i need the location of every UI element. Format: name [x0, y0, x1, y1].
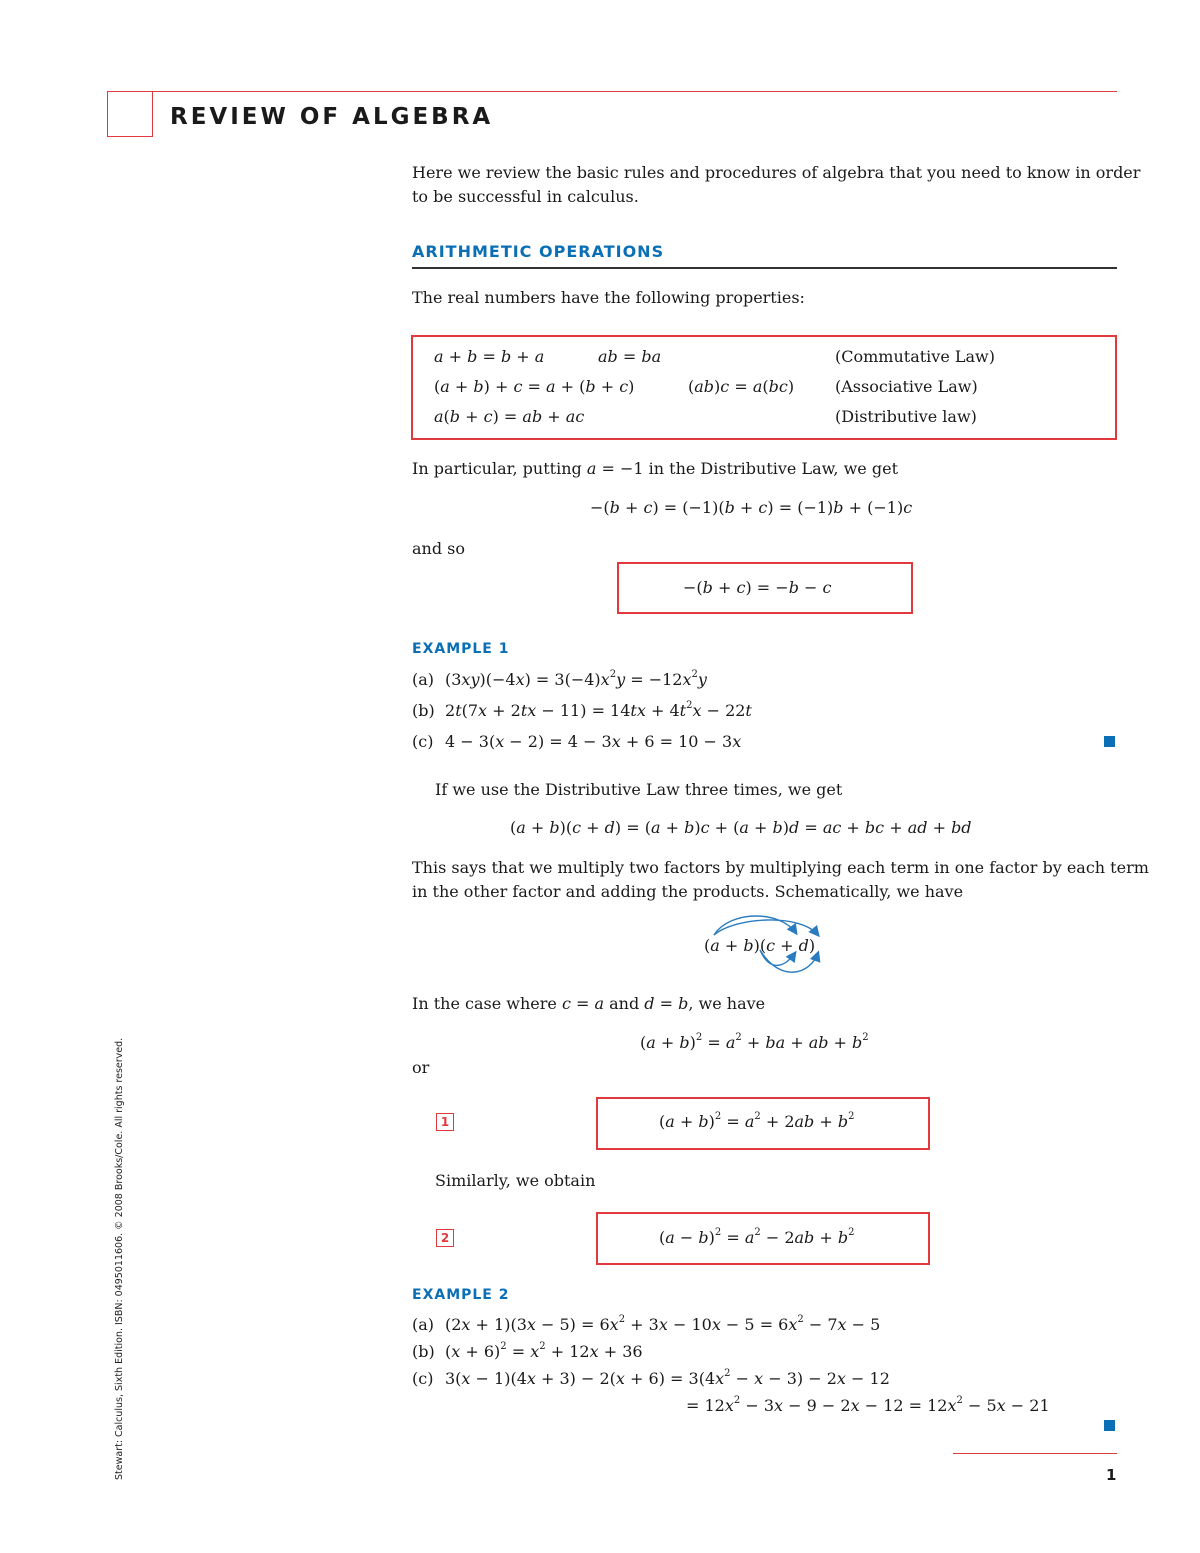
foil-expansion-eq: (a + b)(c + d) = (a + b)c + (a + b)d = ac + bc + ad + bd	[510, 818, 972, 837]
associative-mul-eq: (ab)c = a(bc)	[688, 377, 795, 396]
distributive-law-label: (Distributive law)	[835, 407, 977, 426]
particular-text: In particular, putting a = −1 in the Distributive Law, we get	[412, 459, 898, 478]
example-1c-label: (c)	[412, 732, 434, 751]
properties-intro: The real numbers have the following properties:	[412, 288, 805, 307]
distributive-eq: a(b + c) = ab + ac	[434, 407, 585, 426]
square-sum-identity-eq: $(a + b)^2 = a^2 + 2ab + b^2$	[659, 1110, 855, 1131]
side-credit: Stewart: Calculus, Sixth Edition. ISBN: 0495011606. © 2008 Brooks/Cole. All rights reserved.	[114, 1037, 125, 1480]
associative-law-label: (Associative Law)	[835, 377, 978, 396]
case-text: In the case where c = a and d = b, we have	[412, 994, 766, 1013]
end-of-example-icon	[1104, 736, 1115, 747]
intro-line-2: to be successful in calculus.	[412, 187, 639, 206]
equation-number-1: 1	[436, 1113, 454, 1131]
intro-line-1: Here we review the basic rules and procedures of algebra that you need to know in order	[412, 163, 1141, 182]
negation-result-eq: −(b + c) = −b − c	[683, 578, 832, 597]
and-so-text: and so	[412, 539, 466, 558]
square-expansion-eq: $(a + b)^2 = a^2$ + ba + ab + $b^2$	[640, 1031, 869, 1052]
header-square-icon	[107, 91, 153, 137]
example-1-heading: EXAMPLE 1	[412, 641, 510, 657]
similarly-text: Similarly, we obtain	[435, 1171, 596, 1190]
section-heading: ARITHMETIC OPERATIONS	[412, 242, 665, 261]
example-2-heading: EXAMPLE 2	[412, 1287, 510, 1303]
example-2c-eq-line-1: $3(x - 1)(4x + 3) - 2(x + 6) = 3(4x^2 - x - 3) - 2x - 12$	[445, 1367, 890, 1388]
distributive-three-text: If we use the Distributive Law three times, we get	[435, 780, 843, 799]
section-rule	[412, 267, 1117, 269]
commutative-add-eq: a + b = b + a	[434, 347, 545, 366]
equation-number-2: 2	[436, 1229, 454, 1247]
page-title: REVIEW OF ALGEBRA	[170, 104, 494, 130]
or-text: or	[412, 1058, 430, 1077]
example-1a-eq: $(3xy)(-4x) = 3(-4)x^2y = -12x^2y$	[445, 668, 707, 689]
example-1b-eq: $2t(7x + 2tx - 11) = 14tx + 4t^2x - 22t$	[445, 699, 752, 720]
example-2c-label: (c)	[412, 1369, 434, 1388]
header-rule	[152, 91, 1117, 92]
example-1c-eq: 4 − 3(x − 2) = 4 − 3x + 6 = 10 − 3x	[445, 732, 742, 751]
example-2b-eq: $(x + 6)^2 = x^2 + 12x + 36$	[445, 1340, 643, 1361]
example-2a-eq: $(2x + 1)(3x - 5) = 6x^2 + 3x - 10x - 5 = 6x^2 - 7x - 5$	[445, 1313, 881, 1334]
this-says-line-2: in the other factor and adding the products. Schematically, we have	[412, 882, 964, 901]
negation-expansion-eq: −(b + c) = (−1)(b + c) = (−1)b + (−1)c	[590, 498, 913, 517]
footer-rule	[953, 1453, 1117, 1454]
page-number: 1	[1106, 1466, 1117, 1484]
example-1a-label: (a)	[412, 670, 435, 689]
associative-add-eq: (a + b) + c = a + (b + c)	[434, 377, 635, 396]
example-2b-label: (b)	[412, 1342, 435, 1361]
commutative-law-label: (Commutative Law)	[835, 347, 995, 366]
example-2c-eq-line-2: = $12x^2 - 3x - 9 - 2x - 12 = 12x^2 - 5x - 21$	[686, 1394, 1050, 1415]
this-says-line-1: This says that we multiply two factors by multiplying each term in one factor by each term	[412, 858, 1149, 877]
example-2a-label: (a)	[412, 1315, 435, 1334]
commutative-mul-eq: ab = ba	[598, 347, 662, 366]
square-difference-identity-eq: $(a - b)^2 = a^2 - 2ab + b^2$	[659, 1226, 855, 1247]
schematic-expression: (a + b)(c + d)	[704, 936, 816, 955]
end-of-example-2-icon	[1104, 1420, 1115, 1431]
multiplication-arrows-icon	[700, 905, 840, 980]
example-1b-label: (b)	[412, 701, 435, 720]
